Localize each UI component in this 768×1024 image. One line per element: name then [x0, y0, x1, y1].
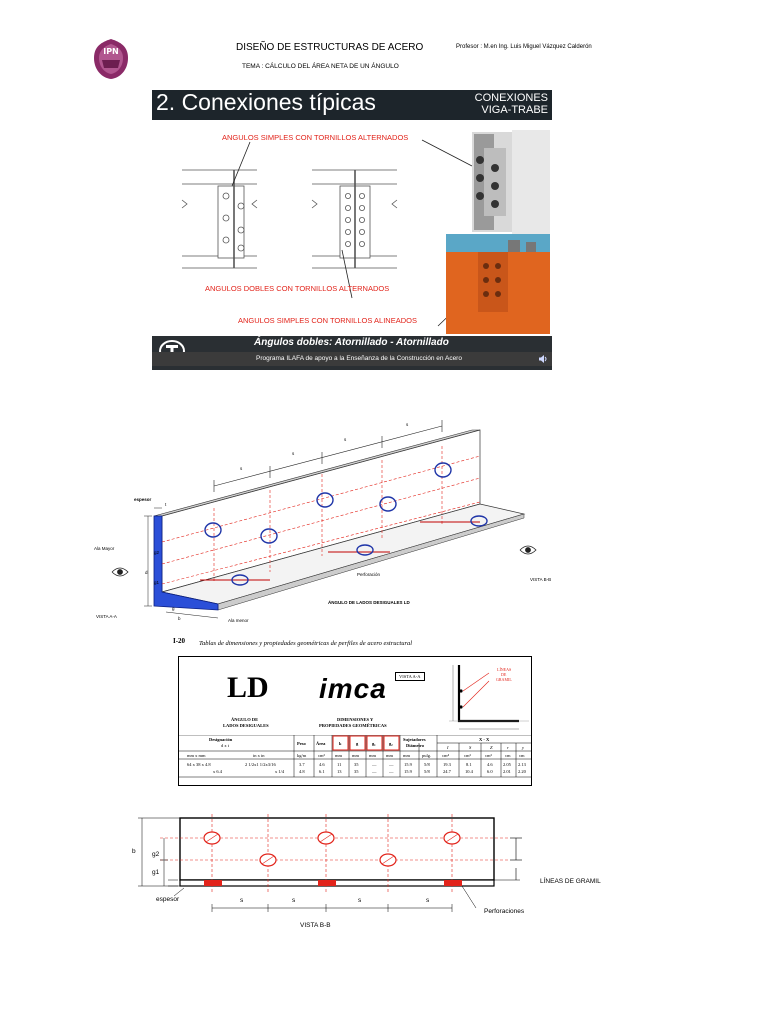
table-row-2-dpulg: 5/8: [424, 769, 430, 774]
gramil-2: DE: [501, 672, 507, 677]
single-angle-alternating-drawing: [182, 170, 257, 268]
slide-header-bar: [152, 90, 552, 120]
slide-program-text: Programa ILAFA de apoyo a la Enseñanza de la Construcción en Acero: [256, 355, 462, 362]
ipn-logo: [92, 38, 130, 80]
th-i: I: [447, 745, 449, 750]
table-row-2-r: 2.01: [503, 769, 511, 774]
unit-area: cm²: [318, 753, 325, 758]
table-row-1-in: 2 1/2x1 1/2x3/16: [245, 762, 276, 767]
th-r: r: [507, 745, 509, 750]
vb-label-s-3: s: [358, 897, 362, 904]
label-vista-bb: VISTA B-B: [530, 577, 552, 582]
document-subtitle: TEMA : CÁLCULO DEL ÁREA NETA DE UN ÁNGULO: [242, 63, 399, 70]
table-row-1-z: 4.6: [487, 762, 493, 767]
label-s-1: s: [240, 466, 243, 471]
vista-bb-diagram: [120, 808, 540, 928]
angle-isometric-diagram: [90, 412, 540, 622]
table-row-1-g2: —: [389, 762, 394, 767]
table-row-1-g1: —: [372, 762, 377, 767]
label-t: t: [165, 502, 167, 507]
section-name-2: LADOS DESIGUALES: [223, 723, 269, 728]
slide-program-bar: [152, 352, 552, 366]
vb-label-g1: g1: [152, 869, 160, 876]
th-peso: Peso: [297, 741, 306, 746]
label-ala-menor: Ala menor: [228, 618, 249, 623]
unit-pulg: pulg.: [422, 753, 432, 758]
unit-dmm: mm: [403, 753, 411, 758]
unit-g: mm: [352, 753, 360, 758]
label-vista-aa: VISTA A-A: [96, 614, 117, 619]
table-row-1-i: 19.3: [443, 762, 451, 767]
angle-profile-mini: [449, 661, 529, 737]
table-row-1-dmm: 15.9: [404, 762, 412, 767]
svg-text:IPN: IPN: [103, 47, 119, 56]
table-code: I-20: [173, 637, 186, 645]
slide-badge-line1: CONEXIONES: [474, 92, 548, 104]
table-row-1-g: 35: [354, 762, 359, 767]
section-name-1: ÁNGULO DE: [231, 717, 259, 722]
th-z: Z: [490, 745, 493, 750]
orange-beam-photo: [446, 234, 550, 334]
table-row-2-s: 10.4: [465, 769, 473, 774]
vb-label-espesor: espesor: [156, 896, 180, 903]
label-perforacion: Perforación: [357, 572, 381, 577]
slide-caption: Ángulos dobles: Atornillado - Atornillado: [254, 337, 449, 348]
vb-label-s-4: s: [426, 897, 430, 904]
label-simple-alineados: ANGULOS SIMPLES CON TORNILLOS ALINEADOS: [238, 316, 417, 325]
th-area: Área: [316, 741, 326, 746]
bolted-angle-photo: [472, 130, 550, 234]
unit-g1: mm: [369, 753, 377, 758]
label-g2: g2: [154, 550, 160, 555]
vb-label-b: b: [132, 848, 136, 855]
unit-kgm: kg/m: [297, 753, 307, 758]
table-title: Tablas de dimensiones y propiedades geométricas de perfiles de acero estructural: [199, 640, 413, 647]
th-dxt: d x t: [221, 743, 230, 748]
table-row-2-dmm: 15.9: [404, 769, 412, 774]
table-row-1-k: 11: [337, 762, 342, 767]
vb-label-perforaciones: Perforaciones: [484, 908, 525, 915]
label-angulo-ld: ÁNGULO DE LADOS DESIGUALES LD: [328, 600, 410, 605]
label-s-2: s: [292, 451, 295, 456]
label-espesor: espesor: [134, 497, 152, 502]
gramil-1: LÍNEAS: [497, 667, 512, 672]
unit-inxin: in x in: [253, 753, 265, 758]
unit-s: cm³: [464, 753, 471, 758]
th-s: S: [469, 745, 472, 750]
vb-label-s-1: s: [240, 897, 244, 904]
unit-y: cm: [519, 753, 525, 758]
speaker-icon[interactable]: [538, 354, 548, 364]
th-g: g: [356, 741, 359, 746]
table-grid: [179, 735, 531, 785]
table-box: [178, 656, 532, 786]
table-row-1-r: 2.05: [503, 762, 511, 767]
table-row-1-dpulg: 5/8: [424, 762, 430, 767]
table-row-2-g: 35: [354, 769, 359, 774]
table-row-1-area: 4.6: [319, 762, 325, 767]
label-s-4: s: [406, 422, 409, 427]
th-xx: X - X: [479, 737, 490, 742]
table-row-1-mm: 64 x 38 x 4.8: [187, 762, 211, 767]
table-row-1-s: 8.1: [466, 762, 472, 767]
table-row-1-y: 2.13: [518, 762, 526, 767]
table-row-2-i: 24.7: [443, 769, 451, 774]
th-diametro: Diámetro: [406, 743, 425, 748]
slide-title: 2. Conexiones típicas: [156, 89, 376, 115]
label-b: b: [178, 616, 181, 621]
vb-label-vista: VISTA B-B: [300, 922, 331, 929]
table-row-2-g2: —: [389, 769, 394, 774]
ld-heading: LD: [227, 671, 269, 704]
unit-r: cm: [505, 753, 511, 758]
table-row-1-peso: 3.7: [299, 762, 305, 767]
unit-k: mm: [335, 753, 343, 758]
unit-g2: mm: [386, 753, 394, 758]
th-k: k: [339, 741, 342, 746]
unit-i: cm⁴: [442, 753, 450, 758]
connection-drawings: [152, 120, 552, 336]
table-row-2-k: 13: [337, 769, 342, 774]
imca-table-panel: [173, 634, 538, 794]
table-row-2-z: 6.0: [487, 769, 493, 774]
unit-mmxmm: mm x mm: [187, 753, 206, 758]
table-row-2-g1: —: [372, 769, 377, 774]
slide-conexiones: [152, 90, 552, 370]
label-d: d: [145, 570, 148, 575]
vb-label-lineas-gramil: LÍNEAS DE GRAMIL: [540, 878, 601, 885]
th-g1: g₁: [372, 741, 376, 746]
label-ala-mayor: Ala Mayor: [94, 546, 115, 551]
th-designacion: Designación: [209, 737, 233, 742]
th-y: y: [522, 745, 524, 750]
label-s-3: s: [344, 437, 347, 442]
slide-footer-bar: [152, 336, 552, 370]
dims-1: DIMENSIONES Y: [337, 717, 374, 722]
table-row-2-y: 2.20: [518, 769, 526, 774]
slide-badge-line2: VIGA-TRABE: [481, 104, 548, 116]
vista-aa-box: VISTA A-A: [395, 672, 425, 681]
vb-label-g2: g2: [152, 851, 160, 858]
th-sujetadores: Sujetadores: [403, 737, 426, 742]
table-row-2-peso: 4.8: [299, 769, 305, 774]
vb-label-s-2: s: [292, 897, 296, 904]
label-dobles-alternados: ANGULOS DOBLES CON TORNILLOS ALTERNADOS: [205, 284, 390, 293]
label-g: g: [172, 606, 175, 611]
label-simple-alternados: ANGULOS SIMPLES CON TORNILLOS ALTERNADOS: [222, 133, 409, 142]
table-row-2-in: x 1/4: [275, 769, 285, 774]
gramil-3: GRAMIL: [496, 677, 512, 682]
document-title: DISEÑO DE ESTRUCTURAS DE ACERO: [236, 42, 424, 53]
professor-name: Profesor : M.en Ing. Luis Miguel Vázquez Calderón: [456, 44, 592, 50]
dims-2: PROPIEDADES GEOMÉTRICAS: [319, 723, 387, 728]
table-row-2-area: 6.1: [319, 769, 325, 774]
unit-z: cm³: [485, 753, 492, 758]
imca-brand: imca: [319, 673, 387, 704]
double-angle-alternating-drawing: [312, 170, 397, 268]
table-row-2-mm: x 6.4: [213, 769, 222, 774]
th-g2: g₂: [389, 741, 393, 746]
label-g1: g1: [154, 580, 160, 585]
